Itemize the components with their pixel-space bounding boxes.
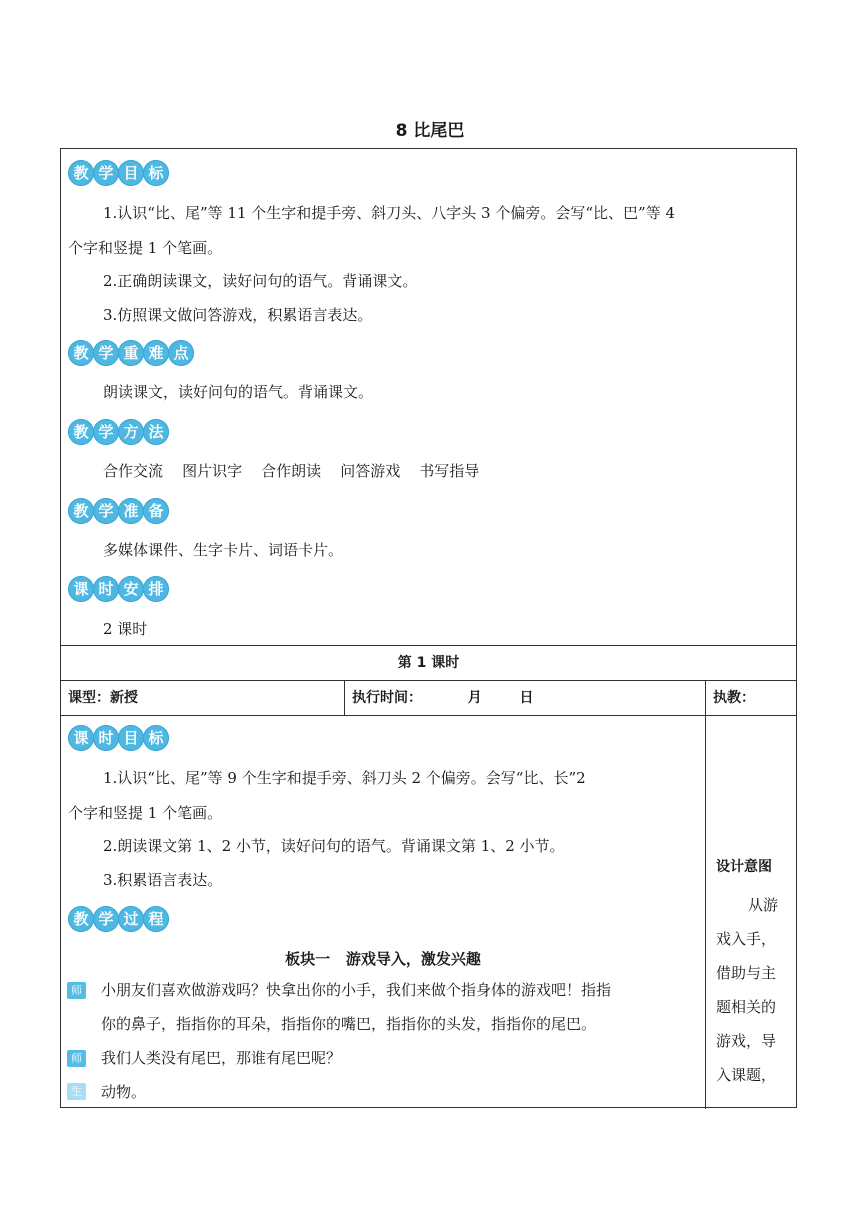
key-points-text: 朗读课文，读好问句的语气。背诵课文。 [103,383,374,401]
block-one-heading: 板块一 游戏导入，激发兴趣 [285,950,481,968]
teaching-prep-badge: 教 学 准 备 [68,498,168,524]
lesson-goal-3: 3.积累语言表达。 [103,871,223,889]
design-intent-text: 从游戏入手，借助与主题相关的游戏，导入课题， [716,896,779,1084]
lesson-plan-table [60,148,797,1108]
lesson-goal-1-line-2: 个字和竖提 1 个笔画。 [68,804,223,822]
teacher-label: 执教： [713,690,755,706]
preparation-text: 多媒体课件、生字卡片、词语卡片。 [103,541,344,559]
dialogue-1-line-2: 你的鼻子，指指你的耳朵，指指你的嘴巴，指指你的头发，指指你的尾巴。 [101,1015,597,1033]
day-label: 日 [519,690,534,706]
schedule-text: 2 课时 [103,620,148,638]
student-tag: 生 [67,1083,86,1100]
lesson-goal-1-line-1: 1.认识“比、尾”等 9 个生字和提手旁、斜刀头 2 个偏旁。会写“比、长”2 [103,769,586,787]
teaching-method-badge: 教 学 方 法 [68,419,168,445]
dialogue-3: 动物。 [101,1083,147,1101]
teacher-tag: 师 [67,1050,86,1067]
teacher-tag: 师 [67,982,86,999]
month-label: 月 [467,690,482,706]
goal-1-line-2: 个字和竖提 1 个笔画。 [68,239,223,257]
page-title: 8 比尾巴 [395,121,465,141]
methods-text: 合作交流 图片识字 合作朗读 问答游戏 书写指导 [103,462,480,480]
schedule-badge: 课 时 安 排 [68,576,168,602]
lesson-header: 第 1 课时 [61,646,796,681]
lesson-content [61,716,706,1109]
dialogue-2: 我们人类没有尾巴，那谁有尾巴呢？ [101,1049,342,1067]
goal-2: 2.正确朗读课文，读好问句的语气。背诵课文。 [103,272,418,290]
teaching-goals-badge: 教 学 目 标 [68,160,168,186]
key-points-badge: 教 学 重 难 点 [68,340,193,366]
lesson-goal-2: 2.朗读课文第 1、2 小节，读好问句的语气。背诵课文第 1、2 小节。 [103,837,565,855]
lesson-type: 课型：新授 [61,681,345,715]
lesson-meta-row [61,681,796,716]
overview-section [61,149,796,646]
design-intent-column [706,716,796,1109]
execution-time: 执行时间： 月 日 [345,681,706,715]
teaching-process-badge: 教 学 过 程 [68,906,168,932]
goal-3: 3.仿照课文做问答游戏，积累语言表达。 [103,306,373,324]
dialogue-1-line-1: 小朋友们喜欢做游戏吗？快拿出你的小手，我们来做个指身体的游戏吧！指指 [101,981,612,999]
goal-1-line-1: 1.认识“比、尾”等 11 个生字和提手旁、斜刀头、八字头 3 个偏旁。会写“比、巴”等 4 [103,204,676,222]
lesson-goals-badge: 课 时 目 标 [68,725,168,751]
design-intent-title: 设计意图 [716,859,772,875]
